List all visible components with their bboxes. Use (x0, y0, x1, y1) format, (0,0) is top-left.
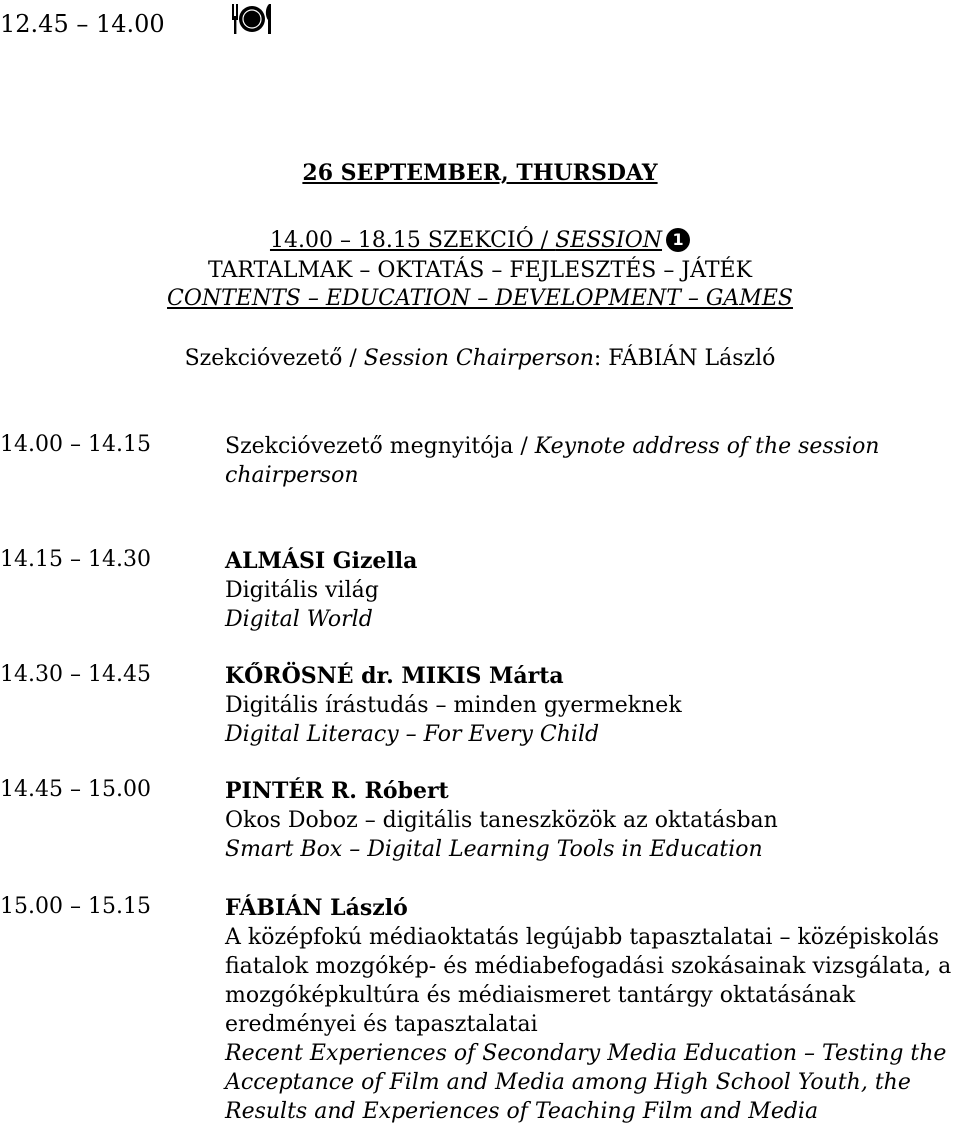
item-content (225, 547, 960, 634)
session-word: SESSION (555, 228, 663, 253)
speaker-name: PINTÉR R. Róbert (225, 778, 449, 804)
item-title-hu: Szekcióvezető megnyitója / (225, 434, 535, 459)
lunch-time: 12.45 – 14.00 (0, 10, 165, 38)
talk-title-hu-line: eredményei és tapasztalatai (225, 1012, 538, 1037)
item-content (225, 662, 960, 749)
item-content (225, 432, 960, 490)
item-time: 15.00 – 15.15 (0, 894, 151, 919)
talk-title-hu-line: mozgóképkultúra és médiaismeret tantárgy oktatásának (225, 983, 856, 1008)
talk-title-en: Digital Literacy – For Every Child (225, 722, 600, 747)
session-topics-en: CONTENTS – EDUCATION – DEVELOPMENT – GAMES (167, 286, 793, 311)
talk-title-en-line: Acceptance of Film and Media among High School Youth, the (225, 1070, 911, 1095)
chair-label-en: Session Chairperson (363, 346, 594, 371)
chair-name: : FÁBIÁN László (593, 346, 776, 371)
talk-title-hu-line: A középfokú médiaoktatás legújabb tapasztalatai – középiskolás (225, 925, 940, 950)
item-title-en: Keynote address of the session (534, 434, 880, 459)
cutlery-plate-icon (228, 0, 274, 40)
item-time: 14.00 – 14.15 (0, 432, 151, 457)
talk-title-en: Digital World (225, 607, 373, 632)
session-topics-hu: TARTALMAK – OKTATÁS – FEJLESZTÉS – JÁTÉK (207, 258, 753, 283)
item-content (225, 894, 960, 1126)
item-time: 14.45 – 15.00 (0, 777, 151, 802)
talk-title-hu: Okos Doboz – digitális taneszközök az oktatásban (225, 808, 778, 833)
talk-title-en: Smart Box – Digital Learning Tools in Education (225, 837, 763, 862)
item-time: 14.15 – 14.30 (0, 547, 151, 572)
speaker-name: FÁBIÁN László (225, 895, 408, 921)
session-title (0, 228, 960, 253)
item-content (225, 777, 960, 864)
talk-title-hu-line: fiatalok mozgókép- és médiabefogadási szokásainak vizsgálata, a (225, 954, 952, 979)
talk-title-en-line: Recent Experiences of Secondary Media Education – Testing the (225, 1041, 947, 1066)
speaker-name: ALMÁSI Gizella (225, 548, 418, 574)
item-title-line (225, 432, 960, 461)
talk-title-hu: Digitális világ (225, 578, 379, 603)
session-chairperson (0, 346, 960, 371)
item-time: 14.30 – 14.45 (0, 662, 151, 687)
speaker-name: KŐRÖSNÉ dr. MIKIS Márta (225, 663, 564, 689)
lunch-row (0, 10, 165, 38)
chair-label-hu: Szekcióvezető / (184, 346, 364, 371)
talk-title-en-line: Results and Experiences of Teaching Film and Media (225, 1099, 819, 1124)
session-time-title: 14.00 – 18.15 SZEKCIÓ / (269, 228, 556, 253)
day-heading: 26 SEPTEMBER, THURSDAY (302, 160, 658, 186)
item-title-en-cont: chairperson (225, 463, 359, 488)
talk-title-hu: Digitális írástudás – minden gyermeknek (225, 693, 682, 718)
session-number-badge: 1 (666, 228, 690, 252)
